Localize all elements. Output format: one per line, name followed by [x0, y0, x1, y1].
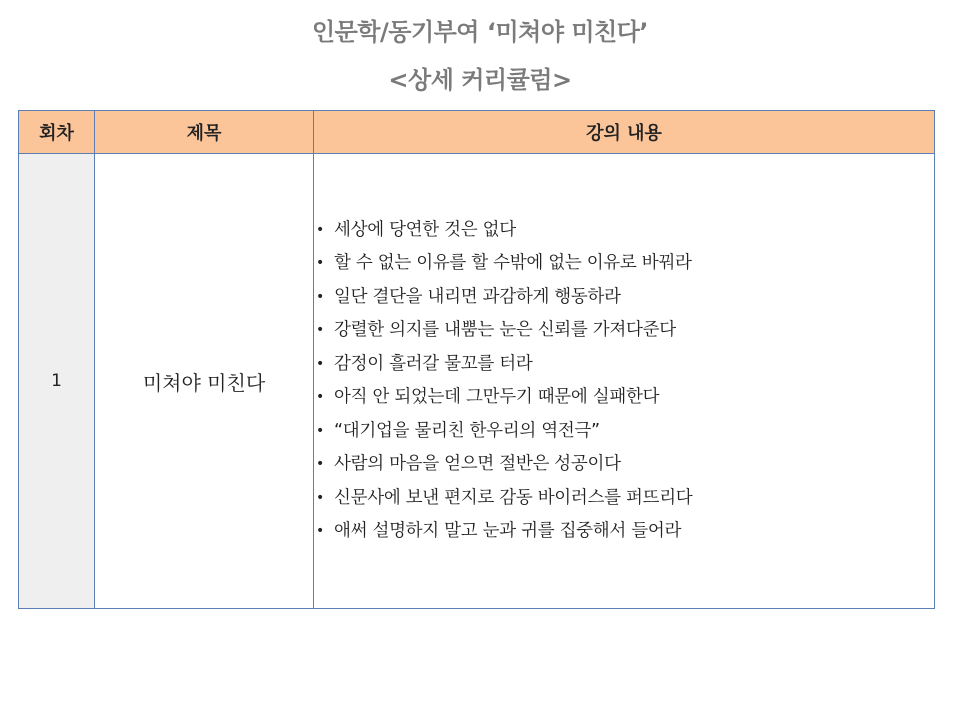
curriculum-table — [18, 110, 935, 609]
list-item — [314, 515, 934, 549]
table-header-row — [19, 111, 935, 154]
list-item — [314, 381, 934, 415]
bullet-icon: • — [316, 489, 324, 506]
bullet-icon: • — [316, 355, 324, 372]
list-item-text: 강렬한 의지를 내뿜는 눈은 신뢰를 가져다준다 — [334, 320, 676, 340]
page-subtitle: <상세 커리큘럼> — [388, 66, 572, 94]
list-item-text: 할 수 없는 이유를 할 수밖에 없는 이유로 바꿔라 — [334, 253, 692, 273]
lecture-content-cell — [314, 154, 935, 609]
bullet-icon: • — [316, 422, 324, 439]
list-item-text: 신문사에 보낸 편지로 감동 바이러스를 퍼뜨리다 — [334, 487, 693, 508]
list-item — [314, 448, 934, 482]
bullet-icon: • — [316, 456, 324, 472]
list-item-text: 사람의 마음을 얻으면 절반은 성공이다 — [334, 454, 621, 474]
list-item-text: 일단 결단을 내리면 과감하게 행동하라 — [334, 286, 621, 307]
list-item — [314, 247, 934, 281]
list-item — [314, 214, 934, 248]
list-item-text: 감정이 흘러갈 물꼬를 터라 — [334, 353, 533, 374]
bullet-icon: • — [316, 389, 324, 405]
list-item — [314, 314, 934, 348]
column-header-round: 회차 — [19, 111, 95, 154]
bullet-icon: • — [316, 255, 324, 271]
round-cell: 1 — [19, 154, 95, 609]
list-item-text: 애써 설명하지 말고 눈과 귀를 집중해서 들어라 — [334, 521, 682, 541]
lecture-title-cell: 미쳐야 미친다 — [95, 154, 314, 609]
list-item — [314, 348, 934, 382]
page-title: 인문학/동기부여 ‘미쳐야 미친다’ — [311, 18, 649, 46]
bullet-icon: • — [316, 288, 324, 305]
bullet-icon: • — [316, 221, 324, 238]
bullet-icon: • — [316, 523, 324, 539]
lecture-list — [314, 214, 934, 549]
list-item-text: 세상에 당연한 것은 없다 — [334, 219, 516, 240]
list-item-text: “대기업을 물리친 한우리의 역전극” — [334, 420, 600, 441]
column-header-content: 강의 내용 — [314, 111, 935, 154]
list-item — [314, 415, 934, 449]
list-item — [314, 281, 934, 315]
table-row — [19, 154, 935, 609]
bullet-icon: • — [316, 322, 324, 338]
list-item — [314, 482, 934, 516]
list-item-text: 아직 안 되었는데 그만두기 때문에 실패한다 — [334, 387, 660, 407]
column-header-title: 제목 — [95, 111, 314, 154]
